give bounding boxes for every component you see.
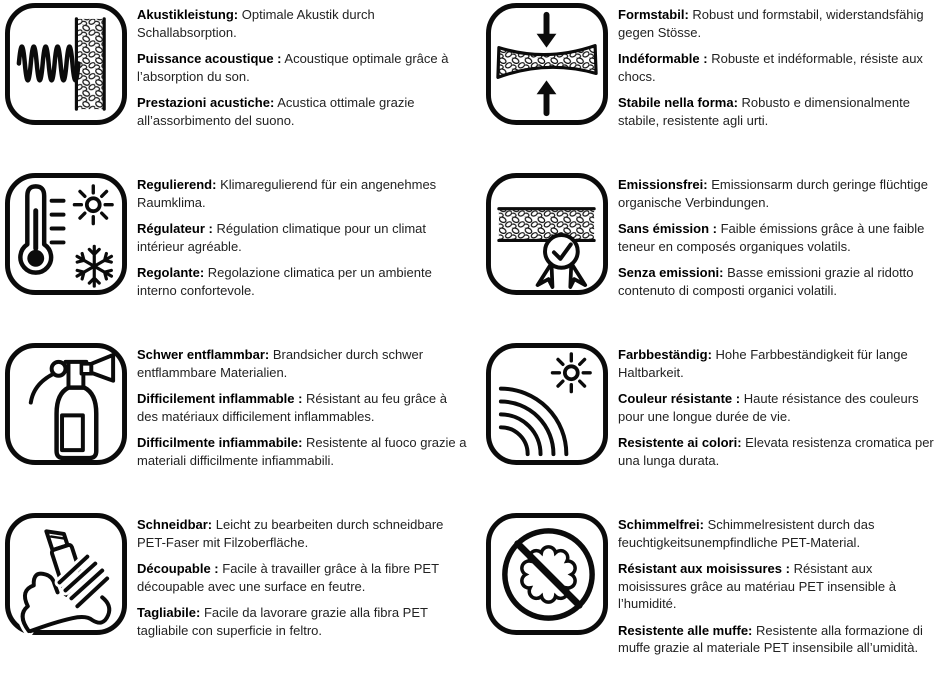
feature-texts — [137, 3, 468, 138]
text-de: Schimmelfrei: Schimmelresistent durch das feuchtigkeitsunempfindliche PET-Material. — [618, 517, 875, 550]
feature-texts — [618, 513, 934, 666]
text-fr: Couleur résistante : Haute résistance des couleurs pour une longue durée de vie. — [618, 391, 919, 424]
fire-extinguisher-icon — [5, 343, 127, 465]
text-de: Formstabil: Robust und formstabil, widerstandsfähig gegen Stösse. — [618, 7, 924, 40]
emission-certificate-icon — [486, 173, 608, 295]
text-it: Resistente ai colori: Elevata resistenza cromatica per una lunga durata. — [618, 435, 934, 468]
text-de: Schneidbar: Leicht zu bearbeiten durch schneidbare PET-Faser mit Filzoberfläche. — [137, 517, 444, 550]
feature-texts — [618, 343, 934, 478]
text-it: Prestazioni acustiche: Acustica ottimale grazie all’assorbimento del suono. — [137, 95, 415, 128]
text-fr: Difficilement inflammable : Résistant au feu grâce à des matériaux difficilement inflammables. — [137, 391, 447, 424]
text-fr: Régulateur : Régulation climatique pour un climat intérieur agréable. — [137, 221, 427, 254]
text-fr: Puissance acoustique : Acoustique optimale grâce à l’absorption du son. — [137, 51, 449, 84]
compression-arrows-icon — [486, 3, 608, 125]
text-de: Farbbeständig: Hohe Farbbeständigkeit für lange Haltbarkeit. — [618, 347, 908, 380]
text-de: Schwer entflammbar: Brandsicher durch schwer entflammbare Materialien. — [137, 347, 424, 380]
feature-texts — [137, 513, 468, 648]
feature-texts — [137, 343, 468, 478]
thermometer-climate-icon — [5, 173, 127, 295]
no-mold-icon — [486, 513, 608, 635]
text-it: Tagliabile: Facile da lavorare grazie alla fibra PET tagliabile con superficie in feltro. — [137, 605, 428, 638]
feature-form-stability — [468, 0, 936, 170]
text-it: Difficilmente infiammabile: Resistente al fuoco grazie a materiali difficilmente infiammabili. — [137, 435, 467, 468]
text-it: Regolante: Regolazione climatica per un ambiente interno confortevole. — [137, 265, 432, 298]
feature-low-emission — [468, 170, 936, 340]
feature-texts — [137, 173, 468, 308]
feature-fire-resistance — [0, 340, 468, 510]
text-fr: Découpable : Facile à travailler grâce à la fibre PET découpable avec une surface en feutre. — [137, 561, 439, 594]
sound-absorption-icon — [5, 3, 127, 125]
feature-cuttability — [0, 510, 468, 680]
text-de: Regulierend: Klimaregulierend für ein angenehmes Raumklima. — [137, 177, 437, 210]
text-it: Stabile nella forma: Robusto e dimensionalmente stabile, resistente agli urti. — [618, 95, 910, 128]
text-fr: Résistant aux moisissures : Résistant aux moisissures grâce au matériau PET insensible à l’humidité. — [618, 561, 896, 611]
feature-acoustic — [0, 0, 468, 170]
feature-texts — [618, 173, 934, 308]
rainbow-sun-icon — [486, 343, 608, 465]
text-fr: Indéformable : Robuste et indéformable, résiste aux chocs. — [618, 51, 923, 84]
text-de: Akustikleistung: Optimale Akustik durch Schallabsorption. — [137, 7, 375, 40]
feature-texts — [618, 3, 934, 138]
text-it: Resistente alle muffe: Resistente alla formazione di muffe grazie al materiale PET insensibile all’umidità. — [618, 622, 923, 655]
feature-climate-regulation — [0, 170, 468, 340]
feature-mold-resistance — [468, 510, 936, 680]
text-fr: Sans émission : Faible émissions grâce à une faible teneur en composés organiques volatils. — [618, 221, 925, 254]
text-it: Senza emissioni: Basse emissioni grazie al ridotto contenuto di composti organici volatili. — [618, 265, 914, 298]
hand-cutter-icon — [5, 513, 127, 635]
feature-color-fastness — [468, 340, 936, 510]
text-de: Emissionsfrei: Emissionsarm durch geringe flüchtige organische Verbindungen. — [618, 177, 928, 210]
